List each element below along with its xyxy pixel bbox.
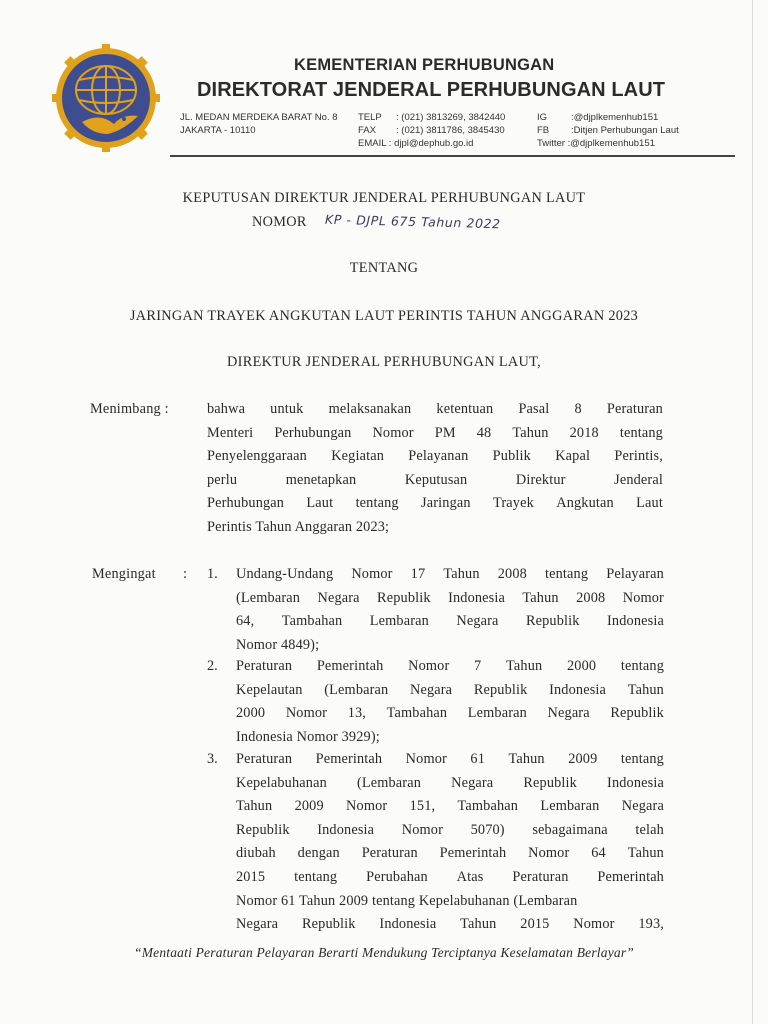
word: Laut bbox=[306, 495, 334, 512]
phone-block bbox=[358, 111, 505, 150]
decree-number-row bbox=[252, 211, 501, 232]
word: Nomor bbox=[351, 566, 393, 582]
word: Pemerintah bbox=[315, 751, 383, 767]
word: PM bbox=[434, 424, 456, 441]
word: Republik bbox=[525, 613, 580, 630]
word: 64 bbox=[591, 845, 606, 862]
word: Perintis, bbox=[614, 448, 663, 465]
word: menetapkan bbox=[285, 471, 357, 488]
word: Nomor bbox=[622, 589, 664, 606]
word: Keputusan bbox=[404, 471, 468, 488]
fb-label: FB bbox=[537, 125, 550, 136]
word: Kapal bbox=[555, 448, 591, 465]
footer-motto: “Mentaati Peraturan Pelayaran Berarti Mendukung Terciptanya Keselamatan Berlayar” bbox=[133, 945, 635, 960]
email-line: EMAIL : djpl@dephub.go.id bbox=[358, 138, 474, 149]
mengingat-item-number: 2. bbox=[207, 658, 218, 674]
mengingat-item-line bbox=[236, 845, 664, 862]
word: Laut bbox=[636, 495, 663, 512]
word: 7 bbox=[474, 658, 482, 674]
word: Perubahan bbox=[366, 869, 428, 885]
menimbang-label: Menimbang : bbox=[90, 401, 169, 417]
mengingat-item-line bbox=[236, 590, 664, 607]
word: Nomor bbox=[573, 916, 615, 933]
word: (Lembaran bbox=[324, 681, 389, 698]
menimbang-line: Perintis Tahun Anggaran 2023; bbox=[207, 519, 390, 535]
word: tentang bbox=[294, 869, 338, 885]
word: Republik bbox=[610, 705, 664, 722]
word: ketentuan bbox=[436, 401, 494, 417]
word: Jenderal bbox=[614, 471, 663, 488]
mengingat-item-line bbox=[236, 705, 664, 722]
word: Tahun bbox=[443, 566, 480, 582]
word: Nomor bbox=[408, 658, 450, 674]
word: Indonesia bbox=[448, 589, 506, 606]
word: Pemerintah bbox=[316, 658, 384, 674]
word: perlu bbox=[207, 471, 238, 488]
word: Negara bbox=[547, 705, 590, 722]
word: Nomor bbox=[285, 705, 328, 722]
word: Republik bbox=[301, 916, 356, 933]
social-block bbox=[537, 111, 679, 150]
word: bahwa bbox=[207, 401, 246, 417]
word: Direktur bbox=[515, 471, 566, 488]
mengingat-item-line bbox=[236, 658, 664, 675]
word: Nomor bbox=[405, 751, 447, 767]
word: 151, bbox=[409, 798, 436, 815]
word: Lembaran bbox=[540, 798, 600, 815]
word: 2015 bbox=[520, 916, 550, 933]
decree-title: KEPUTUSAN DIREKTUR JENDERAL PERHUBUNGAN LAUT bbox=[182, 190, 586, 206]
word: 48 bbox=[476, 424, 492, 441]
word: Tambahan bbox=[457, 798, 519, 815]
word: Lembaran bbox=[369, 613, 429, 630]
mengingat-label: Mengingat bbox=[92, 566, 156, 582]
word: Trayek bbox=[493, 495, 534, 512]
word: Kegiatan bbox=[331, 448, 384, 465]
word: 2000 bbox=[236, 705, 266, 722]
ministry-name: KEMENTERIAN PERHUBUNGAN bbox=[294, 56, 555, 74]
menimbang-line bbox=[207, 448, 663, 465]
decree-subject: JARINGAN TRAYEK ANGKUTAN LAUT PERINTIS TAHUN ANGGARAN 2023 bbox=[129, 308, 639, 324]
fax-value: : (021) 3811786, 3845430 bbox=[396, 125, 505, 136]
word: 2008 bbox=[576, 589, 606, 606]
word: 17 bbox=[410, 566, 426, 582]
word: Negara bbox=[451, 774, 494, 791]
address-block bbox=[180, 111, 338, 137]
word: tentang bbox=[620, 751, 664, 767]
word: Tahun bbox=[236, 798, 273, 815]
mengingat-item-line: Nomor 4849); bbox=[236, 636, 320, 653]
word: tentang bbox=[545, 566, 589, 582]
word: 2009 bbox=[294, 798, 324, 815]
word: Pelayaran bbox=[606, 566, 664, 582]
mengingat-item-line bbox=[236, 798, 664, 815]
nomor-label: NOMOR bbox=[252, 214, 307, 230]
menimbang-line bbox=[207, 401, 663, 418]
word: diubah bbox=[236, 845, 276, 862]
word: Indonesia bbox=[607, 774, 664, 791]
word: Peraturan bbox=[606, 401, 663, 417]
word: Negara bbox=[236, 916, 279, 933]
word: tentang bbox=[620, 658, 664, 674]
word: Perhubungan bbox=[207, 495, 285, 512]
word: Pemerintah bbox=[597, 869, 664, 885]
word: Peraturan bbox=[236, 751, 293, 767]
word: 2009 bbox=[568, 751, 598, 767]
ministry-logo-icon bbox=[52, 44, 160, 152]
word: Pelayanan bbox=[408, 448, 469, 465]
word: 2000 bbox=[566, 658, 597, 674]
word: Republik bbox=[473, 681, 528, 698]
twitter-line: Twitter :@djplkemenhub151 bbox=[537, 138, 655, 149]
official-title: DIREKTUR JENDERAL PERHUBUNGAN LAUT, bbox=[227, 354, 541, 370]
telp-value: : (021) 3813269, 3842440 bbox=[396, 112, 506, 123]
mengingat-item-line bbox=[236, 613, 664, 630]
mengingat-item-line bbox=[236, 822, 664, 839]
mengingat-item-line: Indonesia Nomor 3929); bbox=[236, 728, 380, 745]
word: Pasal bbox=[518, 401, 550, 417]
word: tentang bbox=[355, 495, 399, 512]
word: untuk bbox=[270, 401, 304, 417]
word: 2015 bbox=[236, 869, 266, 885]
nomor-handwritten-value: KP - DJPL 675 Tahun 2022 bbox=[324, 211, 501, 232]
word: Indonesia bbox=[607, 613, 664, 630]
word: Tambahan bbox=[281, 613, 343, 630]
word: 2008 bbox=[497, 566, 527, 582]
word: Peraturan bbox=[236, 658, 293, 674]
directorate-name: DIREKTORAT JENDERAL PERHUBUNGAN LAUT bbox=[197, 79, 666, 101]
word: Menteri bbox=[207, 424, 254, 441]
word: Nomor bbox=[401, 821, 444, 838]
word: 61 bbox=[470, 751, 485, 767]
address-line-1: JL. MEDAN MERDEKA BARAT No. 8 bbox=[180, 112, 338, 123]
fb-value: :Ditjen Perhubungan Laut bbox=[571, 125, 679, 136]
word: Atas bbox=[456, 869, 484, 885]
word: dengan bbox=[297, 845, 340, 862]
word: (Lembaran bbox=[356, 774, 422, 791]
word: Penyelenggaraan bbox=[207, 448, 307, 465]
mengingat-item-number: 1. bbox=[207, 566, 218, 582]
word: 5070) bbox=[470, 821, 505, 838]
mengingat-item-line bbox=[236, 566, 664, 583]
word: Kepelautan bbox=[236, 681, 303, 698]
word: 193, bbox=[638, 916, 664, 933]
word: 13, bbox=[347, 705, 367, 722]
letterhead-divider bbox=[170, 155, 735, 157]
word: Indonesia bbox=[317, 821, 375, 838]
menimbang-line bbox=[207, 472, 663, 489]
mengingat-item-line bbox=[236, 916, 664, 933]
ig-label: IG bbox=[537, 112, 548, 123]
menimbang-line bbox=[207, 495, 663, 512]
mengingat-item-line bbox=[236, 775, 664, 792]
word: Tahun bbox=[508, 751, 545, 767]
word: Tahun bbox=[627, 681, 664, 698]
page-fold-shadow bbox=[752, 0, 753, 1024]
word: tentang bbox=[619, 424, 663, 441]
word: Jaringan bbox=[421, 495, 471, 512]
word: Negara bbox=[409, 681, 453, 698]
word: Tahun bbox=[627, 845, 664, 862]
word: Tahun bbox=[460, 916, 497, 933]
word: Nomor bbox=[372, 424, 414, 441]
word: Peraturan bbox=[361, 845, 418, 862]
tentang-heading: TENTANG bbox=[349, 260, 419, 276]
word: Angkutan bbox=[556, 495, 614, 512]
word: Indonesia bbox=[549, 681, 607, 698]
word: Publik bbox=[492, 448, 531, 465]
mengingat-item-line bbox=[236, 869, 664, 886]
word: Lembaran bbox=[467, 705, 527, 722]
word: sebagaimana bbox=[532, 821, 608, 838]
word: 64, bbox=[236, 613, 255, 630]
address-line-2: JAKARTA - 10110 bbox=[180, 125, 256, 136]
word: Indonesia bbox=[379, 916, 437, 933]
word: Republik bbox=[377, 589, 431, 606]
word: Republik bbox=[236, 821, 290, 838]
mengingat-item-number: 3. bbox=[207, 751, 218, 767]
word: Undang-Undang bbox=[236, 566, 334, 582]
word: Nomor bbox=[346, 798, 388, 815]
word: Republik bbox=[523, 774, 577, 791]
word: (Lembaran bbox=[236, 589, 301, 606]
word: Tahun bbox=[522, 589, 559, 606]
word: Nomor bbox=[528, 845, 570, 862]
word: telah bbox=[635, 821, 664, 838]
word: melaksanakan bbox=[328, 401, 412, 417]
word: Negara bbox=[456, 613, 499, 630]
word: Tambahan bbox=[386, 705, 448, 722]
word: Pemerintah bbox=[439, 845, 507, 862]
word: Tahun bbox=[506, 658, 543, 674]
fax-label: FAX bbox=[358, 125, 376, 136]
word: Negara bbox=[621, 798, 664, 815]
word: Tahun bbox=[512, 424, 549, 441]
word: Negara bbox=[317, 589, 360, 606]
word: Kepelabuhanan bbox=[236, 774, 327, 791]
mengingat-item-line bbox=[236, 682, 664, 699]
menimbang-line bbox=[207, 425, 663, 442]
word: 2018 bbox=[569, 424, 599, 441]
word: Perhubungan bbox=[274, 424, 352, 441]
mengingat-item-line: Nomor 61 Tahun 2009 tentang Kepelabuhanan (Lembaran bbox=[236, 892, 578, 909]
word: Peraturan bbox=[512, 869, 569, 885]
telp-label: TELP bbox=[358, 112, 382, 123]
word: 8 bbox=[574, 401, 582, 417]
mengingat-item-line bbox=[236, 751, 664, 768]
mengingat-colon: : bbox=[183, 566, 188, 582]
ig-value: :@djplkemenhub151 bbox=[571, 112, 659, 123]
